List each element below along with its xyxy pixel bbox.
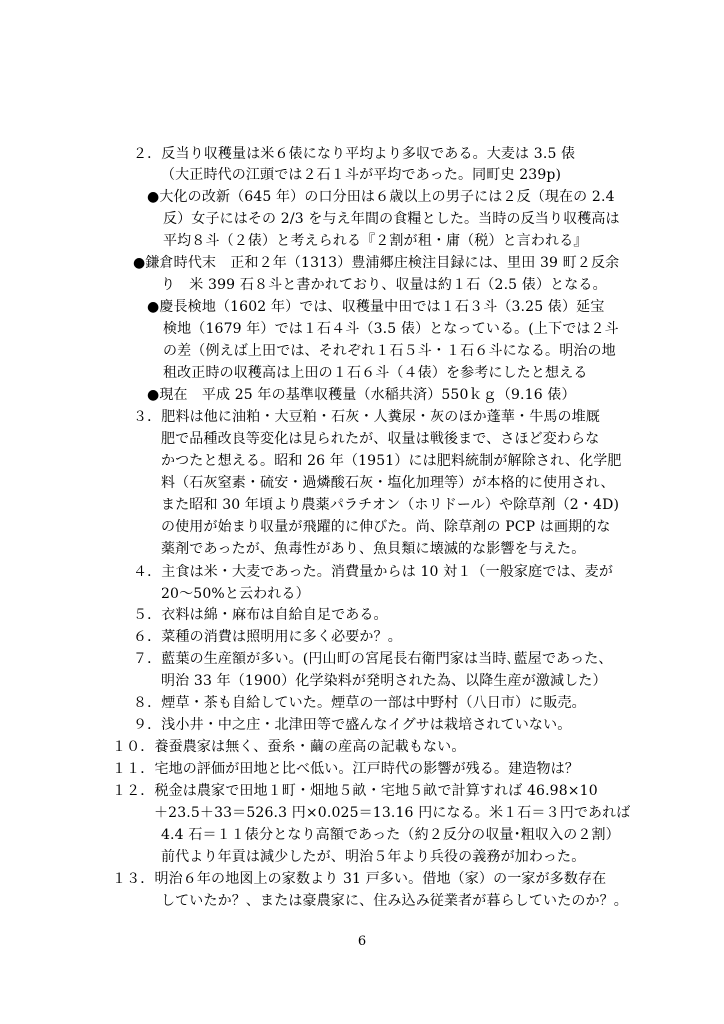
text-line: ７．藍葉の生産額が多い。(円山町の宮尾長右衛門家は当時､藍屋であった、 bbox=[133, 651, 613, 667]
text-line: の使用が始まり収量が飛躍的に伸びた。尚、除草剤の PCP は画期的な bbox=[161, 519, 611, 535]
text-line: ８．煙草・茶も自給していた。煙草の一部は中野村（八日市）に販売。 bbox=[133, 695, 586, 711]
text-line: 租改正時の収穫高は上田の１石６斗（４俵）を参考にしたと想える bbox=[163, 365, 588, 381]
text-line: ３．肥料は他に油粕・大豆粕・石灰・人糞尿・灰のほか蓬華・牛馬の堆厩 bbox=[133, 409, 600, 425]
text-line: 明治 33 年（1900）化学染料が発明された為、以降生産が激減した） bbox=[161, 673, 607, 689]
text-line: １２．税金は農家で田地１町・畑地５畝・宅地５畝で計算すれば 46.98×10 bbox=[112, 783, 598, 799]
text-line: 検地（1679 年）では１石４斗（3.5 俵）となっている。(上下では２斗 bbox=[163, 321, 619, 337]
text-line: １０．養蚕農家は無く、蚕糸・繭の産高の記載もない。 bbox=[112, 739, 466, 755]
text-line: 平均８斗（２俵）と考えられる『２割が租・庸（税）と言われる』 bbox=[163, 233, 588, 249]
text-line: 20～50%と云われる） bbox=[161, 586, 310, 602]
text-line: 4.4 石＝１１俵分となり高額であった（約２反分の収量･粗収入の２割） bbox=[161, 827, 620, 843]
text-line: ９．浅小井・中之庄・北津田等で盛んなイグサは栽培されていない。 bbox=[133, 717, 572, 733]
text-line: 料（石灰窒素・硫安・過燐酸石灰・塩化加理等）が本格的に使用され、 bbox=[161, 475, 615, 491]
text-line: り 米 399 石８斗と書かれており、収量は約１石（2.5 俵）となる。 bbox=[161, 277, 607, 293]
text-line: ４．主食は米・大麦であった。消費量からは 10 対１（一般家庭では、麦が bbox=[133, 564, 613, 580]
text-line: 薬剤であったが、魚毒性があり、魚貝類に壊滅的な影響を与えた。 bbox=[161, 541, 586, 557]
text-line: ●慶長検地（1602 年）では、収穫量中田では１石３斗（3.25 俵）延宝 bbox=[147, 299, 605, 315]
text-line: ●鎌倉時代末 正和２年（1313）豊浦郷庄検注目録には、里田 39 町２反余 bbox=[133, 255, 620, 271]
text-line: 反）女子にはその 2/3 を与え年間の食糧とした。当時の反当り収穫高は bbox=[163, 211, 620, 227]
text-line: 肥で品種改良等変化は見られたが、収量は戦後まで、さほど変わらな bbox=[161, 431, 600, 447]
text-line: の差（例えば上田では、それぞれ１石５斗・１石６斗になる。明治の地 bbox=[163, 343, 616, 359]
text-line: ２．反当り収穫量は米６俵になり平均より多収である。大麦は 3.5 俵 bbox=[133, 146, 576, 162]
page-number: 6 bbox=[357, 934, 367, 949]
text-line: ●大化の改新（645 年）の口分田は６歳以上の男子には２反（現在の 2.4 bbox=[147, 189, 615, 205]
text-line: ５．衣料は綿・麻布は自給自足である。 bbox=[133, 607, 388, 623]
text-line: ●現在 平成 25 年の基準収穫量（水稲共済）550ｋｇ（9.16 俵） bbox=[147, 387, 576, 403]
text-line: かつたと想える。昭和 26 年（1951）には肥料統制が解除され、化学肥 bbox=[161, 453, 622, 469]
text-line: 前代より年貢は減少したが、明治５年より兵役の義務が加わった。 bbox=[161, 849, 586, 865]
text-line: ６．菜種の消費は照明用に多く必要か？。 bbox=[133, 629, 402, 645]
text-line: （大正時代の江頭では２石１斗が平均であった。同町史 239p) bbox=[161, 167, 562, 183]
text-line: また昭和 30 年頃より農薬パラチオン（ホリドール）や除草剤（2・4D) bbox=[161, 497, 620, 513]
text-line: １１．宅地の評価が田地と比べ低い。江戸時代の影響が残る。建造物は？ bbox=[112, 761, 579, 777]
text-line: １３．明治６年の地図上の家数より 31 戸多い。借地（家）の一家が多数存在 bbox=[112, 871, 607, 887]
text-line: ＋23.5＋33＝526.3 円×0.025＝13.16 円になる。米１石＝３円であれば bbox=[154, 805, 631, 821]
text-line: していたか？、または豪農家に、住み込み従業者が暮らしていたのか？。 bbox=[161, 893, 628, 909]
